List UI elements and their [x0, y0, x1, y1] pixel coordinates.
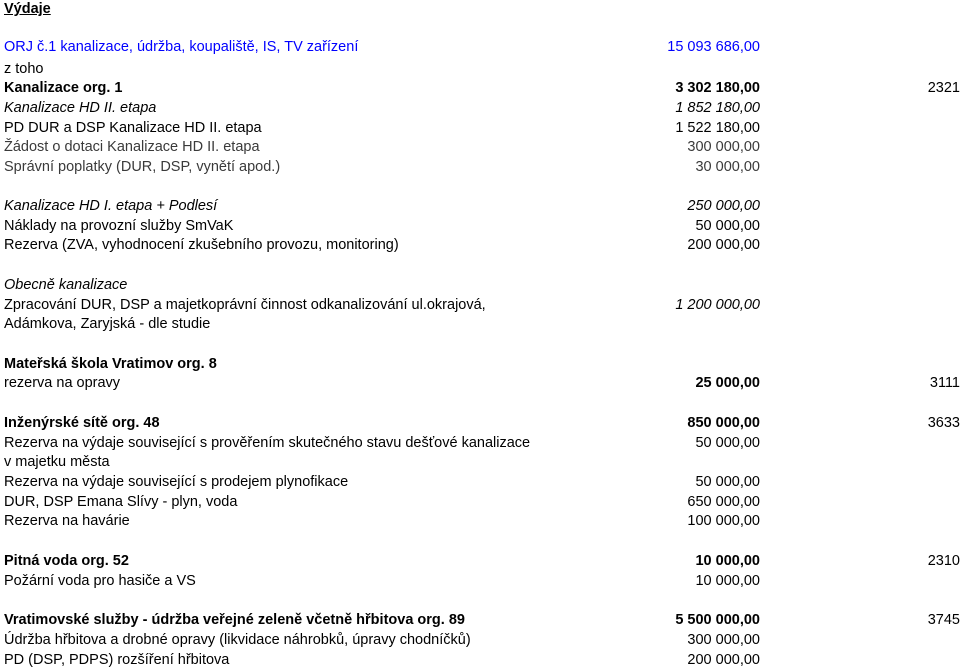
row-label: Kanalizace HD I. etapa + Podlesí: [4, 198, 218, 214]
budget-row: [4, 473, 960, 493]
row-code: 2310: [927, 553, 960, 569]
row-amount: 200 000,00: [687, 237, 760, 253]
budget-row: [4, 99, 960, 119]
row-label: Zpracování DUR, DSP a majetkoprávní činnost odkanalizování ul.okrajová,: [4, 297, 486, 313]
budget-row: [4, 38, 960, 58]
section-heading: Výdaje: [4, 1, 51, 17]
row-amount: 25 000,00: [695, 375, 760, 391]
row-amount: 1 200 000,00: [675, 297, 760, 313]
row-label: Pitná voda org. 52: [4, 553, 129, 569]
row-code: 3111: [929, 375, 960, 391]
budget-row: [4, 493, 960, 513]
row-label: Adámkova, Zaryjská - dle studie: [4, 316, 211, 332]
row-label: Požární voda pro hasiče a VS: [4, 573, 196, 589]
budget-row: [4, 79, 960, 99]
row-amount: 10 000,00: [695, 573, 760, 589]
row-amount: 30 000,00: [695, 159, 760, 175]
row-label: Kanalizace org. 1: [4, 80, 123, 96]
budget-row: [4, 236, 960, 256]
row-label: Vratimovské služby - údržba veřejné zeleně včetně hřbitova org. 89: [4, 612, 465, 628]
row-amount: 300 000,00: [687, 632, 760, 648]
row-amount: 3 302 180,00: [675, 80, 760, 96]
row-label: z toho: [4, 61, 44, 77]
budget-row: [4, 414, 960, 434]
row-label: Mateřská škola Vratimov org. 8: [4, 356, 217, 372]
row-label: Údržba hřbitova a drobné opravy (likvidace náhrobků, úpravy chodníčků): [4, 632, 471, 648]
budget-row: [4, 217, 960, 237]
row-amount: 50 000,00: [695, 218, 760, 234]
row-amount: 200 000,00: [687, 652, 760, 668]
budget-row: [4, 611, 960, 631]
row-amount: 100 000,00: [687, 513, 760, 529]
row-label: rezerva na opravy: [4, 375, 121, 391]
row-code: 2321: [927, 80, 960, 96]
row-label: Rezerva na výdaje související s prověřením skutečného stavu dešťové kanalizace: [4, 435, 531, 451]
row-label: Rezerva na havárie: [4, 513, 130, 529]
budget-row: [4, 315, 960, 335]
row-amount: 250 000,00: [687, 198, 760, 214]
row-amount: 850 000,00: [687, 415, 760, 431]
row-label: Žádost o dotaci Kanalizace HD II. etapa: [4, 139, 260, 155]
row-amount: 5 500 000,00: [675, 612, 760, 628]
row-label: Správní poplatky (DUR, DSP, vynětí apod.): [4, 159, 281, 175]
budget-row: [4, 138, 960, 158]
row-amount: 50 000,00: [695, 435, 760, 451]
row-amount: 1 522 180,00: [675, 120, 760, 136]
row-amount: 15 093 686,00: [667, 39, 760, 55]
budget-row: [4, 296, 960, 316]
budget-row: [4, 434, 960, 454]
budget-row: [4, 572, 960, 592]
row-amount: 10 000,00: [695, 553, 760, 569]
row-code: 3633: [927, 415, 960, 431]
row-label: Kanalizace HD II. etapa: [4, 100, 157, 116]
row-label: DUR, DSP Emana Slívy - plyn, voda: [4, 494, 238, 510]
row-label: ORJ č.1 kanalizace, údržba, koupaliště, IS, TV zařízení: [4, 39, 359, 55]
budget-row: [4, 197, 960, 217]
row-amount: 650 000,00: [687, 494, 760, 510]
budget-row: [4, 453, 960, 473]
budget-row: [4, 119, 960, 139]
budget-row: [4, 158, 960, 178]
row-code: 3745: [927, 612, 960, 628]
row-amount: 50 000,00: [695, 474, 760, 490]
budget-row: [4, 276, 960, 296]
row-label: Inženýrské sítě org. 48: [4, 415, 160, 431]
budget-row: [4, 60, 960, 80]
budget-row: [4, 651, 960, 671]
section-heading-row: [4, 0, 960, 20]
budget-row: [4, 512, 960, 532]
row-label: Náklady na provozní služby SmVaK: [4, 218, 234, 234]
budget-row: [4, 631, 960, 651]
row-label: v majetku města: [4, 454, 110, 470]
budget-row: [4, 552, 960, 572]
row-label: Rezerva na výdaje související s prodejem plynofikace: [4, 474, 349, 490]
row-label: Obecně kanalizace: [4, 277, 128, 293]
row-amount: 1 852 180,00: [675, 100, 760, 116]
budget-row: [4, 355, 960, 375]
row-amount: 300 000,00: [687, 139, 760, 155]
budget-row: [4, 374, 960, 394]
row-label: PD DUR a DSP Kanalizace HD II. etapa: [4, 120, 262, 136]
row-label: PD (DSP, PDPS) rozšíření hřbitova: [4, 652, 230, 668]
row-label: Rezerva (ZVA, vyhodnocení zkušebního provozu, monitoring): [4, 237, 399, 253]
